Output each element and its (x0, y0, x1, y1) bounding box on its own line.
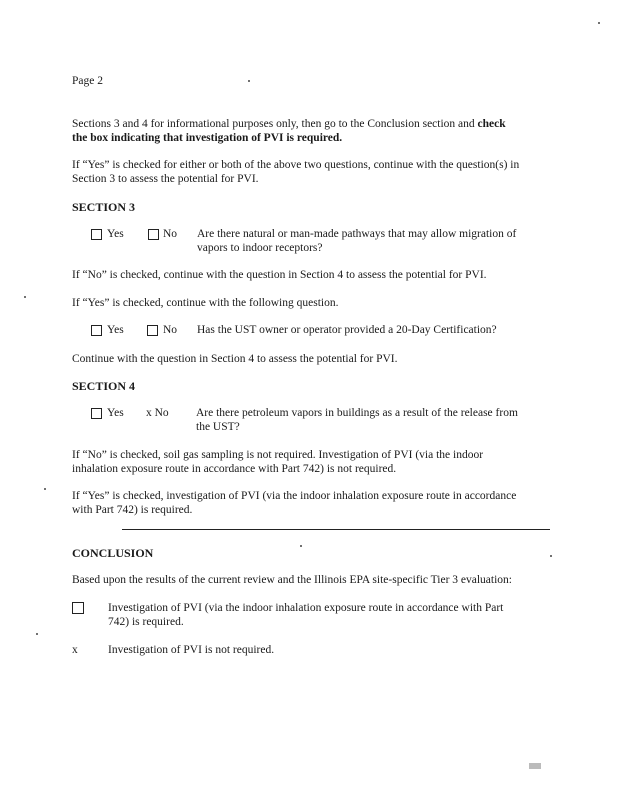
section4-if-no-line-1: If “No” is checked, soil gas sampling is not required. Investigation of PVI (via the indoor (72, 449, 484, 461)
conclusion-option-1-checkbox[interactable] (72, 602, 84, 614)
scan-speck (550, 555, 552, 557)
scan-speck (598, 22, 600, 24)
page-number: Page 2 (72, 75, 103, 87)
scan-speck (24, 296, 26, 298)
section3-if-yes: If “Yes” is checked, continue with the following question. (72, 297, 339, 309)
section4-q1-yes-checkbox[interactable] (91, 408, 102, 419)
section3-q2-no-checkbox[interactable] (147, 325, 158, 336)
section4-if-no-line-2: inhalation exposure route in accordance with Part 742) is not required. (72, 463, 397, 475)
section3-q1-text-2: vapors to indoor receptors? (197, 242, 323, 254)
intro-line-1-plain: Sections 3 and 4 for informational purposes only, then go to the Conclusion section and (72, 118, 478, 130)
section3-q1-yes-label: Yes (107, 228, 124, 240)
section-3-heading: SECTION 3 (72, 200, 136, 214)
section3-q1-no-checkbox[interactable] (148, 229, 159, 240)
intro-line-1-bold: check (477, 118, 506, 130)
horizontal-rule (122, 529, 550, 530)
scan-speck (36, 633, 38, 635)
section4-q1-text-1: Are there petroleum vapors in buildings as a result of the release from (196, 407, 518, 419)
section3-if-no: If “No” is checked, continue with the question in Section 4 to assess the potential for PVI. (72, 269, 487, 281)
section3-q2-no-label: No (163, 324, 178, 336)
section3-q1-text-1: Are there natural or man-made pathways that may allow migration of (197, 228, 517, 240)
conclusion-option-1-line-2: 742) is required. (108, 616, 184, 628)
section4-if-yes-line-1: If “Yes” is checked, investigation of PVI (via the indoor inhalation exposure route in accordance (72, 490, 517, 502)
section3-q2-yes-checkbox[interactable] (91, 325, 102, 336)
intro-line-1 (72, 117, 506, 132)
scan-speck (300, 545, 302, 547)
conclusion-intro: Based upon the results of the current review and the Illinois EPA site-specific Tier 3 evaluation: (72, 574, 512, 586)
if-yes-either-line-2: Section 3 to assess the potential for PVI. (72, 173, 259, 185)
scan-speck (44, 488, 46, 490)
section-4-heading: SECTION 4 (72, 379, 136, 393)
intro-line-2: the box indicating that investigation of PVI is required. (72, 132, 343, 144)
conclusion-option-2: Investigation of PVI is not required. (108, 644, 275, 656)
scan-mark (529, 763, 541, 769)
section3-q2-yes-label: Yes (107, 324, 124, 336)
section4-q1-no-label: x No (146, 407, 169, 419)
conclusion-option-1-line-1: Investigation of PVI (via the indoor inhalation exposure route in accordance with Part (108, 602, 504, 614)
section4-q1-text-2: the UST? (196, 421, 240, 433)
section4-if-yes-line-2: with Part 742) is required. (72, 504, 193, 516)
section3-q1-no-label: No (163, 228, 178, 240)
conclusion-heading: CONCLUSION (72, 546, 154, 560)
if-yes-either-line-1: If “Yes” is checked for either or both of the above two questions, continue with the question(s) in (72, 159, 520, 171)
section3-q2-text: Has the UST owner or operator provided a 20-Day Certification? (197, 324, 497, 336)
scan-speck (248, 80, 250, 82)
section3-q1-yes-checkbox[interactable] (91, 229, 102, 240)
conclusion-option-2-mark: x (72, 644, 78, 656)
section4-q1-yes-label: Yes (107, 407, 124, 419)
section3-continue: Continue with the question in Section 4 to assess the potential for PVI. (72, 353, 398, 365)
